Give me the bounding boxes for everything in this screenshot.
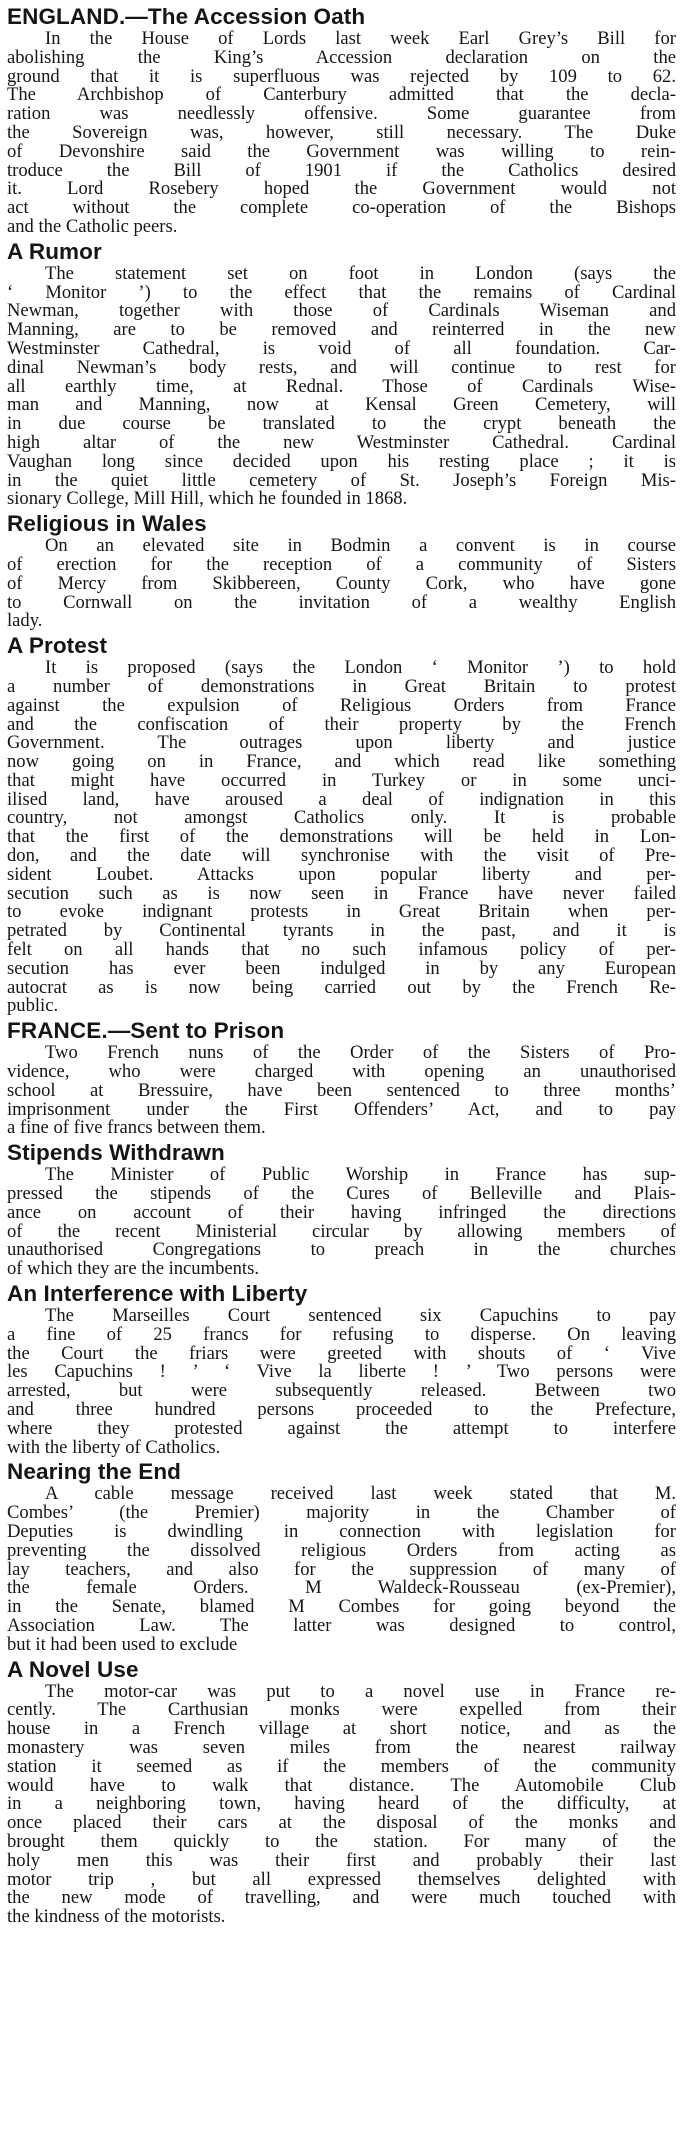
body-line: sident Loubet. Attacks upon popular liberty and per- xyxy=(7,865,676,885)
article-a-novel-use xyxy=(7,1657,676,1927)
body-line: secution has ever been indulged in by any European xyxy=(7,959,676,979)
article-headline: A Rumor xyxy=(7,238,102,264)
body-line: Government. The outrages upon liberty and justice xyxy=(7,734,676,754)
body-line: all earthly time, at Rednal. Those of Cardinals Wise- xyxy=(7,377,676,397)
article-headline: ENGLAND.—The Accession Oath xyxy=(7,4,366,29)
body-line: The motor-car was put to a novel use in France re- xyxy=(45,1682,676,1702)
body-line: Combes’ (the Premier) majority in the Chamber of xyxy=(7,1504,676,1523)
body-line: that might have occurred in Turkey or in some unci- xyxy=(7,771,676,791)
body-line: Two French nuns of the Order of the Sisters of Pro- xyxy=(45,1044,676,1064)
body-line: with the liberty of Catholics. xyxy=(7,1438,221,1458)
body-line: brought them quickly to the station. For many of the xyxy=(7,1832,676,1852)
body-line: it. Lord Rosebery hoped the Government would not xyxy=(7,180,676,200)
article-a-protest xyxy=(7,633,676,1016)
body-line: in the Senate, blamed M Combes for going beyond the xyxy=(7,1598,676,1617)
body-line: abolishing the King’s Accession declaration on the xyxy=(7,48,676,68)
body-line: and the confiscation of their property by the French xyxy=(7,715,676,735)
article-body xyxy=(7,659,676,1016)
body-line: that the first of the demonstrations will be held in Lon- xyxy=(7,828,676,848)
body-line: pressed the stipends of the Cures of Belleville and Plais- xyxy=(7,1185,676,1204)
body-line: Manning, are to be removed and reinterred in the new xyxy=(7,321,676,340)
body-line: Deputies is dwindling in connection with legislation for xyxy=(7,1522,676,1542)
body-line: the new mode of travelling, and were much touched with xyxy=(7,1889,676,1909)
body-line: imprisonment under the First Offenders’ Act, and to pay xyxy=(7,1100,676,1120)
article-body xyxy=(7,30,676,237)
body-line: sionary College, Mill Hill, which he founded in 1868. xyxy=(7,490,408,510)
body-line: act without the complete co-operation of the Bishops xyxy=(7,199,676,218)
body-line: house in a French village at short notice, and as the xyxy=(7,1720,676,1739)
body-line: felt on all hands that no such infamous policy of per- xyxy=(7,941,676,960)
body-line: It is proposed (says the London ‘ Monitor ’) to hold xyxy=(45,659,676,678)
body-line: a fine of five francs between them. xyxy=(7,1119,266,1139)
article-body xyxy=(7,1166,676,1279)
article-headline: A Novel Use xyxy=(7,1656,139,1682)
article-stipends-withdrawn xyxy=(7,1140,676,1279)
body-line: dinal Newman’s body rests, and will continue to rest for xyxy=(7,358,676,378)
body-line: ance on account of their having infringed the directions xyxy=(7,1203,676,1223)
body-line: Newman, together with those of Cardinals Wiseman and xyxy=(7,302,676,322)
body-line: unauthorised Congregations to preach in the churches xyxy=(7,1241,676,1261)
body-line: man and Manning, now at Kensal Green Cemetery, will xyxy=(7,396,676,416)
body-line: to evoke indignant protests in Great Britain when per- xyxy=(7,903,676,923)
body-line: Westminster Cathedral, is void of all foundation. Car- xyxy=(7,339,676,359)
article-body xyxy=(7,1485,676,1654)
body-line: where they protested against the attempt to interfere xyxy=(7,1419,676,1439)
article-interference-with-liberty xyxy=(7,1281,676,1457)
article-headline: An Interference with Liberty xyxy=(7,1281,308,1307)
article-body xyxy=(7,537,676,631)
body-line: lady. xyxy=(7,612,43,632)
body-line: the Sovereign was, however, still necessary. The Duke xyxy=(7,123,676,143)
body-line: arrested, but were subsequently released. Between two xyxy=(7,1382,676,1401)
article-accession-oath xyxy=(7,4,676,237)
body-line: secution such as is now seen in France have never failed xyxy=(7,884,676,904)
article-body xyxy=(7,1307,676,1457)
article-headline: Stipends Withdrawn xyxy=(7,1140,225,1166)
body-line: don, and the date will synchronise with the visit of Pre- xyxy=(7,847,676,866)
body-line: cently. The Carthusian monks were expelled from their xyxy=(7,1701,676,1721)
body-line: the Court the friars were greeted with shouts of ‘ Vive xyxy=(7,1344,676,1364)
article-headline: Religious in Wales xyxy=(7,511,207,537)
body-line: would have to walk that distance. The Automobile Club xyxy=(7,1776,676,1796)
body-line: vidence, who were charged with opening an unauthorised xyxy=(7,1063,676,1082)
body-line: country, not amongst Catholics only. It is probable xyxy=(7,809,676,829)
article-sent-to-prison xyxy=(7,1018,676,1138)
body-line: public. xyxy=(7,997,59,1017)
body-line: holy men this was their first and probably their last xyxy=(7,1851,676,1871)
body-line: of the recent Ministerial circular by allowing members of xyxy=(7,1222,676,1242)
body-line: school at Bressuire, have been sentenced to three months’ xyxy=(7,1081,676,1101)
body-line: of erection for the reception of a community of Sisters xyxy=(7,555,676,575)
body-line: and three hundred persons proceeded to the Prefecture, xyxy=(7,1401,676,1420)
article-headline: Nearing the End xyxy=(7,1459,182,1485)
body-line: now going on in France, and which read like something xyxy=(7,753,676,772)
article-body xyxy=(7,1683,676,1927)
body-line: ground that it is superfluous was rejected by 109 to 62. xyxy=(7,67,676,87)
body-line: the kindness of the motorists. xyxy=(7,1908,226,1927)
body-line: ‘ Monitor ’) to the effect that the remains of Cardinal xyxy=(7,283,676,303)
body-line: against the expulsion of Religious Orders from France xyxy=(7,696,676,716)
body-line: of which they are the incumbents. xyxy=(7,1260,259,1280)
body-line: petrated by Continental tyrants in the past, and it is xyxy=(7,922,676,942)
article-nearing-the-end xyxy=(7,1459,676,1654)
article-body xyxy=(7,1044,676,1138)
body-line: to Cornwall on the invitation of a wealthy English xyxy=(7,593,676,613)
body-line: Association Law. The latter was designed to control, xyxy=(7,1616,676,1636)
body-line: The Archbishop of Canterbury admitted that the decla- xyxy=(7,86,676,106)
article-religious-in-wales xyxy=(7,511,676,631)
body-line: the female Orders. M Waldeck-Rousseau (ex-Premier), xyxy=(7,1579,676,1599)
body-line: preventing the dissolved religious Orders from acting as xyxy=(7,1541,676,1561)
body-line: a number of demonstrations in Great Britain to protest xyxy=(7,677,676,697)
body-line: The statement set on foot in London (says the xyxy=(45,264,676,284)
body-line: lay teachers, and also for the suppression of many of xyxy=(7,1560,676,1580)
body-line: in due course be translated to the crypt beneath the xyxy=(7,415,676,434)
body-line: On an elevated site in Bodmin a convent is in course xyxy=(45,537,676,556)
body-line: les Capuchins ! ’ ‘ Vive la liberte ! ’ Two persons were xyxy=(7,1363,676,1383)
body-line: autocrat as is now being carried out by the French Re- xyxy=(7,978,676,998)
body-line: The Minister of Public Worship in France has sup- xyxy=(45,1166,676,1186)
body-line: of Mercy from Skibbereen, County Cork, who have gone xyxy=(7,574,676,594)
body-line: In the House of Lords last week Earl Grey’s Bill for xyxy=(45,30,676,49)
body-line: The Marseilles Court sentenced six Capuchins to pay xyxy=(45,1307,676,1326)
body-line: once placed their cars at the disposal of the monks and xyxy=(7,1814,676,1833)
body-line: high altar of the new Westminster Cathedral. Cardinal xyxy=(7,433,676,453)
body-line: in the quiet little cemetery of St. Joseph’s Foreign Mis- xyxy=(7,471,676,491)
body-line: Vaughan long since decided upon his resting place ; it is xyxy=(7,452,676,472)
body-line: and the Catholic peers. xyxy=(7,217,178,237)
body-line: but it had been used to exclude xyxy=(7,1635,238,1655)
body-line: troduce the Bill of 1901 if the Catholics desired xyxy=(7,161,676,181)
article-headline: A Protest xyxy=(7,633,108,659)
body-line: of Devonshire said the Government was willing to rein- xyxy=(7,142,676,162)
body-line: motor trip , but all expressed themselves delighted with xyxy=(7,1870,676,1890)
body-line: A cable message received last week stated that M. xyxy=(45,1485,676,1505)
article-a-rumor xyxy=(7,239,676,509)
article-headline: FRANCE.—Sent to Prison xyxy=(7,1018,285,1044)
body-line: in a neighboring town, having heard of the difficulty, at xyxy=(7,1795,676,1815)
body-line: monastery was seven miles from the nearest railway xyxy=(7,1738,676,1758)
article-body xyxy=(7,265,676,509)
body-line: station it seemed as if the members of the community xyxy=(7,1757,676,1777)
body-line: ration was needlessly offensive. Some guarantee from xyxy=(7,105,676,124)
body-line: a fine of 25 francs for refusing to disperse. On leaving xyxy=(7,1325,676,1345)
body-line: ilised land, have aroused a deal of indignation in this xyxy=(7,790,676,810)
